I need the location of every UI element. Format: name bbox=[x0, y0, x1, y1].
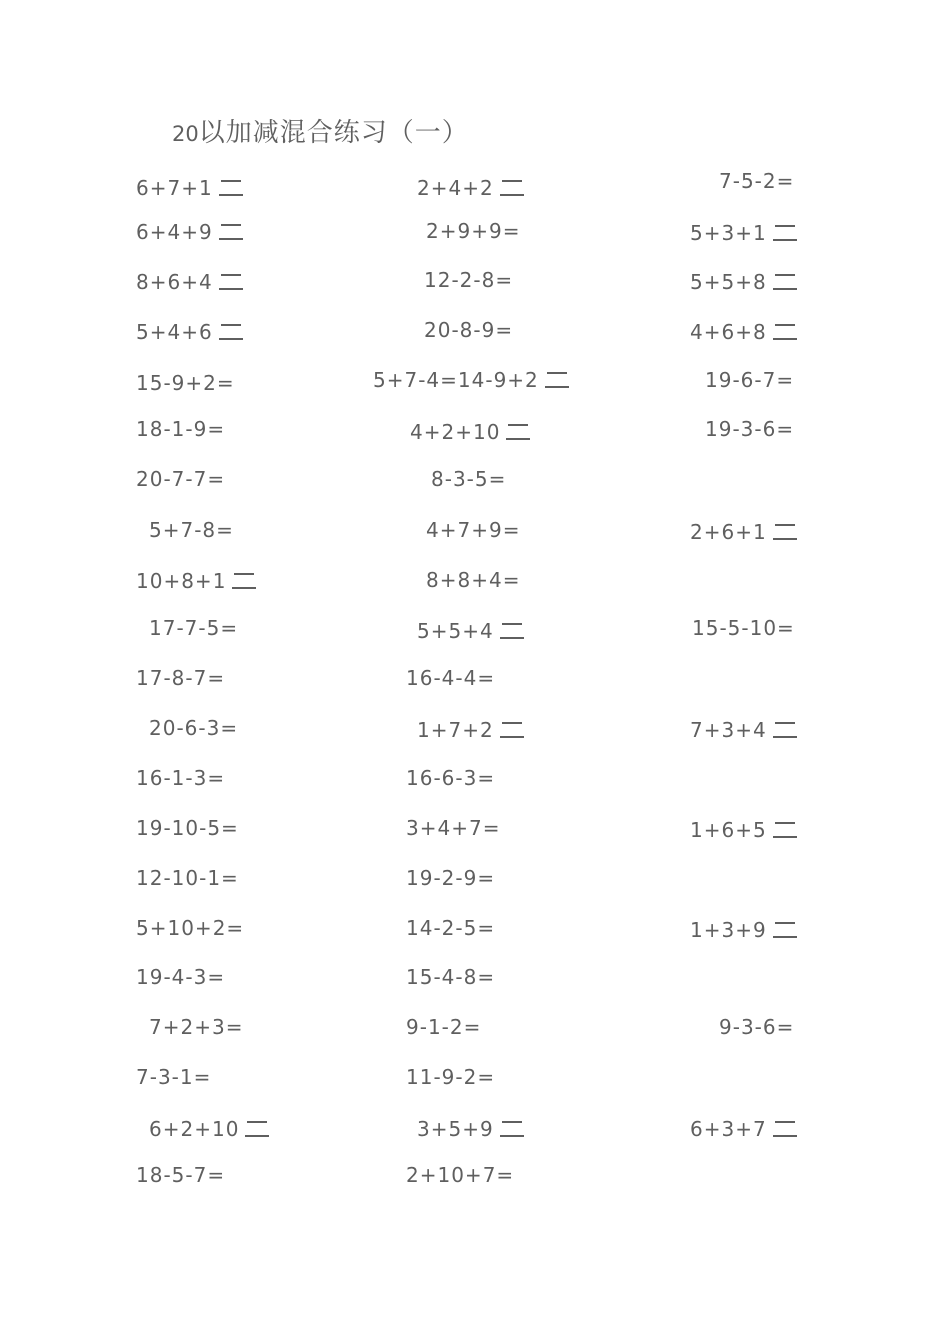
math-exercise bbox=[431, 467, 506, 491]
math-exercise bbox=[417, 1117, 524, 1141]
math-exercise bbox=[406, 666, 495, 690]
math-exercise bbox=[417, 619, 524, 643]
answer-blank-mark bbox=[500, 180, 524, 196]
math-exercise bbox=[410, 420, 530, 444]
math-exercise bbox=[406, 916, 495, 940]
math-exercise bbox=[406, 766, 495, 790]
answer-blank-mark bbox=[245, 1121, 269, 1137]
exercise-text: 19-3-6= bbox=[705, 417, 795, 441]
page-title bbox=[172, 112, 469, 149]
exercise-text: 4+7+9= bbox=[426, 518, 521, 542]
exercise-text: 18-1-9= bbox=[136, 417, 226, 441]
math-exercise bbox=[406, 1015, 481, 1039]
exercise-text: 1+7+2 bbox=[417, 718, 494, 742]
math-exercise bbox=[690, 718, 797, 742]
exercise-text: 4+2+10 bbox=[410, 420, 501, 444]
title-text: 以加减混合练习（一） bbox=[198, 118, 469, 148]
math-exercise bbox=[136, 965, 225, 989]
exercise-text: 1+6+5 bbox=[690, 818, 767, 842]
math-exercise bbox=[417, 176, 524, 200]
math-exercise bbox=[136, 666, 225, 690]
answer-blank-mark bbox=[219, 180, 243, 196]
math-exercise bbox=[149, 1015, 243, 1039]
math-exercise bbox=[136, 1163, 225, 1187]
math-exercise bbox=[406, 965, 495, 989]
math-exercise bbox=[136, 467, 225, 491]
answer-blank-mark bbox=[773, 822, 797, 838]
exercise-text: 9-3-6= bbox=[719, 1015, 795, 1039]
math-exercise bbox=[136, 220, 243, 244]
math-exercise bbox=[136, 176, 243, 200]
exercise-text: 17-8-7= bbox=[136, 666, 226, 690]
exercise-text: 16-4-4= bbox=[406, 666, 496, 690]
exercise-text: 8-3-5= bbox=[431, 467, 507, 491]
math-exercise bbox=[690, 818, 797, 842]
answer-blank-mark bbox=[219, 224, 243, 240]
exercise-text: 20-6-3= bbox=[149, 716, 239, 740]
exercise-text: 7+3+4 bbox=[690, 718, 767, 742]
math-exercise bbox=[719, 169, 794, 193]
exercise-text: 20-7-7= bbox=[136, 467, 226, 491]
exercise-text: 12-10-1= bbox=[136, 866, 239, 890]
math-exercise bbox=[690, 270, 797, 294]
math-exercise bbox=[690, 1117, 797, 1141]
answer-blank-mark bbox=[773, 922, 797, 938]
math-exercise bbox=[149, 518, 234, 542]
exercise-text: 8+8+4= bbox=[426, 568, 521, 592]
exercise-text: 4+6+8 bbox=[690, 320, 767, 344]
exercise-text: 3+4+7= bbox=[406, 816, 501, 840]
answer-blank-mark bbox=[773, 274, 797, 290]
math-exercise bbox=[136, 766, 225, 790]
exercise-text: 16-1-3= bbox=[136, 766, 226, 790]
math-exercise bbox=[426, 568, 520, 592]
math-exercise bbox=[424, 318, 513, 342]
math-exercise bbox=[136, 816, 239, 840]
answer-blank-mark bbox=[773, 225, 797, 241]
math-exercise bbox=[426, 518, 520, 542]
math-exercise bbox=[149, 616, 238, 640]
exercise-text: 2+6+1 bbox=[690, 520, 767, 544]
math-exercise bbox=[136, 371, 235, 395]
exercise-text: 19-6-7= bbox=[705, 368, 795, 392]
answer-blank-mark bbox=[545, 372, 569, 388]
exercise-text: 1+3+9 bbox=[690, 918, 767, 942]
math-exercise bbox=[692, 616, 795, 640]
math-exercise bbox=[136, 320, 243, 344]
math-exercise bbox=[690, 918, 797, 942]
math-exercise bbox=[149, 716, 238, 740]
exercise-text: 6+7+1 bbox=[136, 176, 213, 200]
exercise-text: 5+10+2= bbox=[136, 916, 245, 940]
math-exercise bbox=[690, 520, 797, 544]
title-number: 20 bbox=[172, 122, 199, 146]
exercise-text: 5+5+8 bbox=[690, 270, 767, 294]
exercise-text: 5+7-8= bbox=[149, 518, 234, 542]
exercise-text: 19-4-3= bbox=[136, 965, 226, 989]
answer-blank-mark bbox=[500, 722, 524, 738]
exercise-text: 7+2+3= bbox=[149, 1015, 244, 1039]
exercise-text: 3+5+9 bbox=[417, 1117, 494, 1141]
exercise-text: 10+8+1 bbox=[136, 569, 227, 593]
math-exercise bbox=[705, 417, 794, 441]
exercise-text: 5+4+6 bbox=[136, 320, 213, 344]
exercise-text: 2+10+7= bbox=[406, 1163, 515, 1187]
math-exercise bbox=[136, 866, 239, 890]
answer-blank-mark bbox=[773, 324, 797, 340]
math-exercise bbox=[136, 569, 256, 593]
math-exercise bbox=[373, 368, 569, 392]
exercise-text: 15-5-10= bbox=[692, 616, 795, 640]
answer-blank-mark bbox=[219, 274, 243, 290]
exercise-text: 11-9-2= bbox=[406, 1065, 496, 1089]
math-exercise bbox=[406, 1065, 495, 1089]
exercise-text: 7-5-2= bbox=[719, 169, 795, 193]
math-exercise bbox=[417, 718, 524, 742]
exercise-text: 12-2-8= bbox=[424, 268, 514, 292]
exercise-text: 5+7-4=14-9+2 bbox=[373, 368, 539, 392]
math-exercise bbox=[426, 219, 520, 243]
math-exercise bbox=[719, 1015, 794, 1039]
math-exercise bbox=[136, 1065, 211, 1089]
answer-blank-mark bbox=[500, 1121, 524, 1137]
math-exercise bbox=[406, 866, 495, 890]
exercise-text: 19-10-5= bbox=[136, 816, 239, 840]
math-exercise bbox=[136, 916, 244, 940]
exercise-text: 2+4+2 bbox=[417, 176, 494, 200]
exercise-text: 14-2-5= bbox=[406, 916, 496, 940]
math-exercise bbox=[149, 1117, 269, 1141]
answer-blank-mark bbox=[773, 722, 797, 738]
math-exercise bbox=[705, 368, 794, 392]
answer-blank-mark bbox=[219, 324, 243, 340]
math-exercise bbox=[136, 270, 243, 294]
math-exercise bbox=[424, 268, 513, 292]
answer-blank-mark bbox=[773, 524, 797, 540]
exercise-text: 9-1-2= bbox=[406, 1015, 482, 1039]
exercise-text: 16-6-3= bbox=[406, 766, 496, 790]
answer-blank-mark bbox=[773, 1121, 797, 1137]
exercise-text: 5+3+1 bbox=[690, 221, 767, 245]
exercise-text: 6+2+10 bbox=[149, 1117, 240, 1141]
exercise-text: 5+5+4 bbox=[417, 619, 494, 643]
exercise-text: 6+3+7 bbox=[690, 1117, 767, 1141]
answer-blank-mark bbox=[232, 573, 256, 589]
exercise-text: 18-5-7= bbox=[136, 1163, 226, 1187]
math-exercise bbox=[406, 1163, 514, 1187]
exercise-text: 2+9+9= bbox=[426, 219, 521, 243]
math-exercise bbox=[690, 221, 797, 245]
exercise-text: 8+6+4 bbox=[136, 270, 213, 294]
math-exercise bbox=[690, 320, 797, 344]
exercise-text: 17-7-5= bbox=[149, 616, 239, 640]
math-exercise bbox=[136, 417, 225, 441]
exercise-text: 6+4+9 bbox=[136, 220, 213, 244]
exercise-text: 15-4-8= bbox=[406, 965, 496, 989]
answer-blank-mark bbox=[506, 424, 530, 440]
exercise-text: 20-8-9= bbox=[424, 318, 514, 342]
exercise-text: 7-3-1= bbox=[136, 1065, 212, 1089]
exercise-text: 19-2-9= bbox=[406, 866, 496, 890]
exercise-text: 15-9+2= bbox=[136, 371, 235, 395]
math-exercise bbox=[406, 816, 500, 840]
answer-blank-mark bbox=[500, 623, 524, 639]
